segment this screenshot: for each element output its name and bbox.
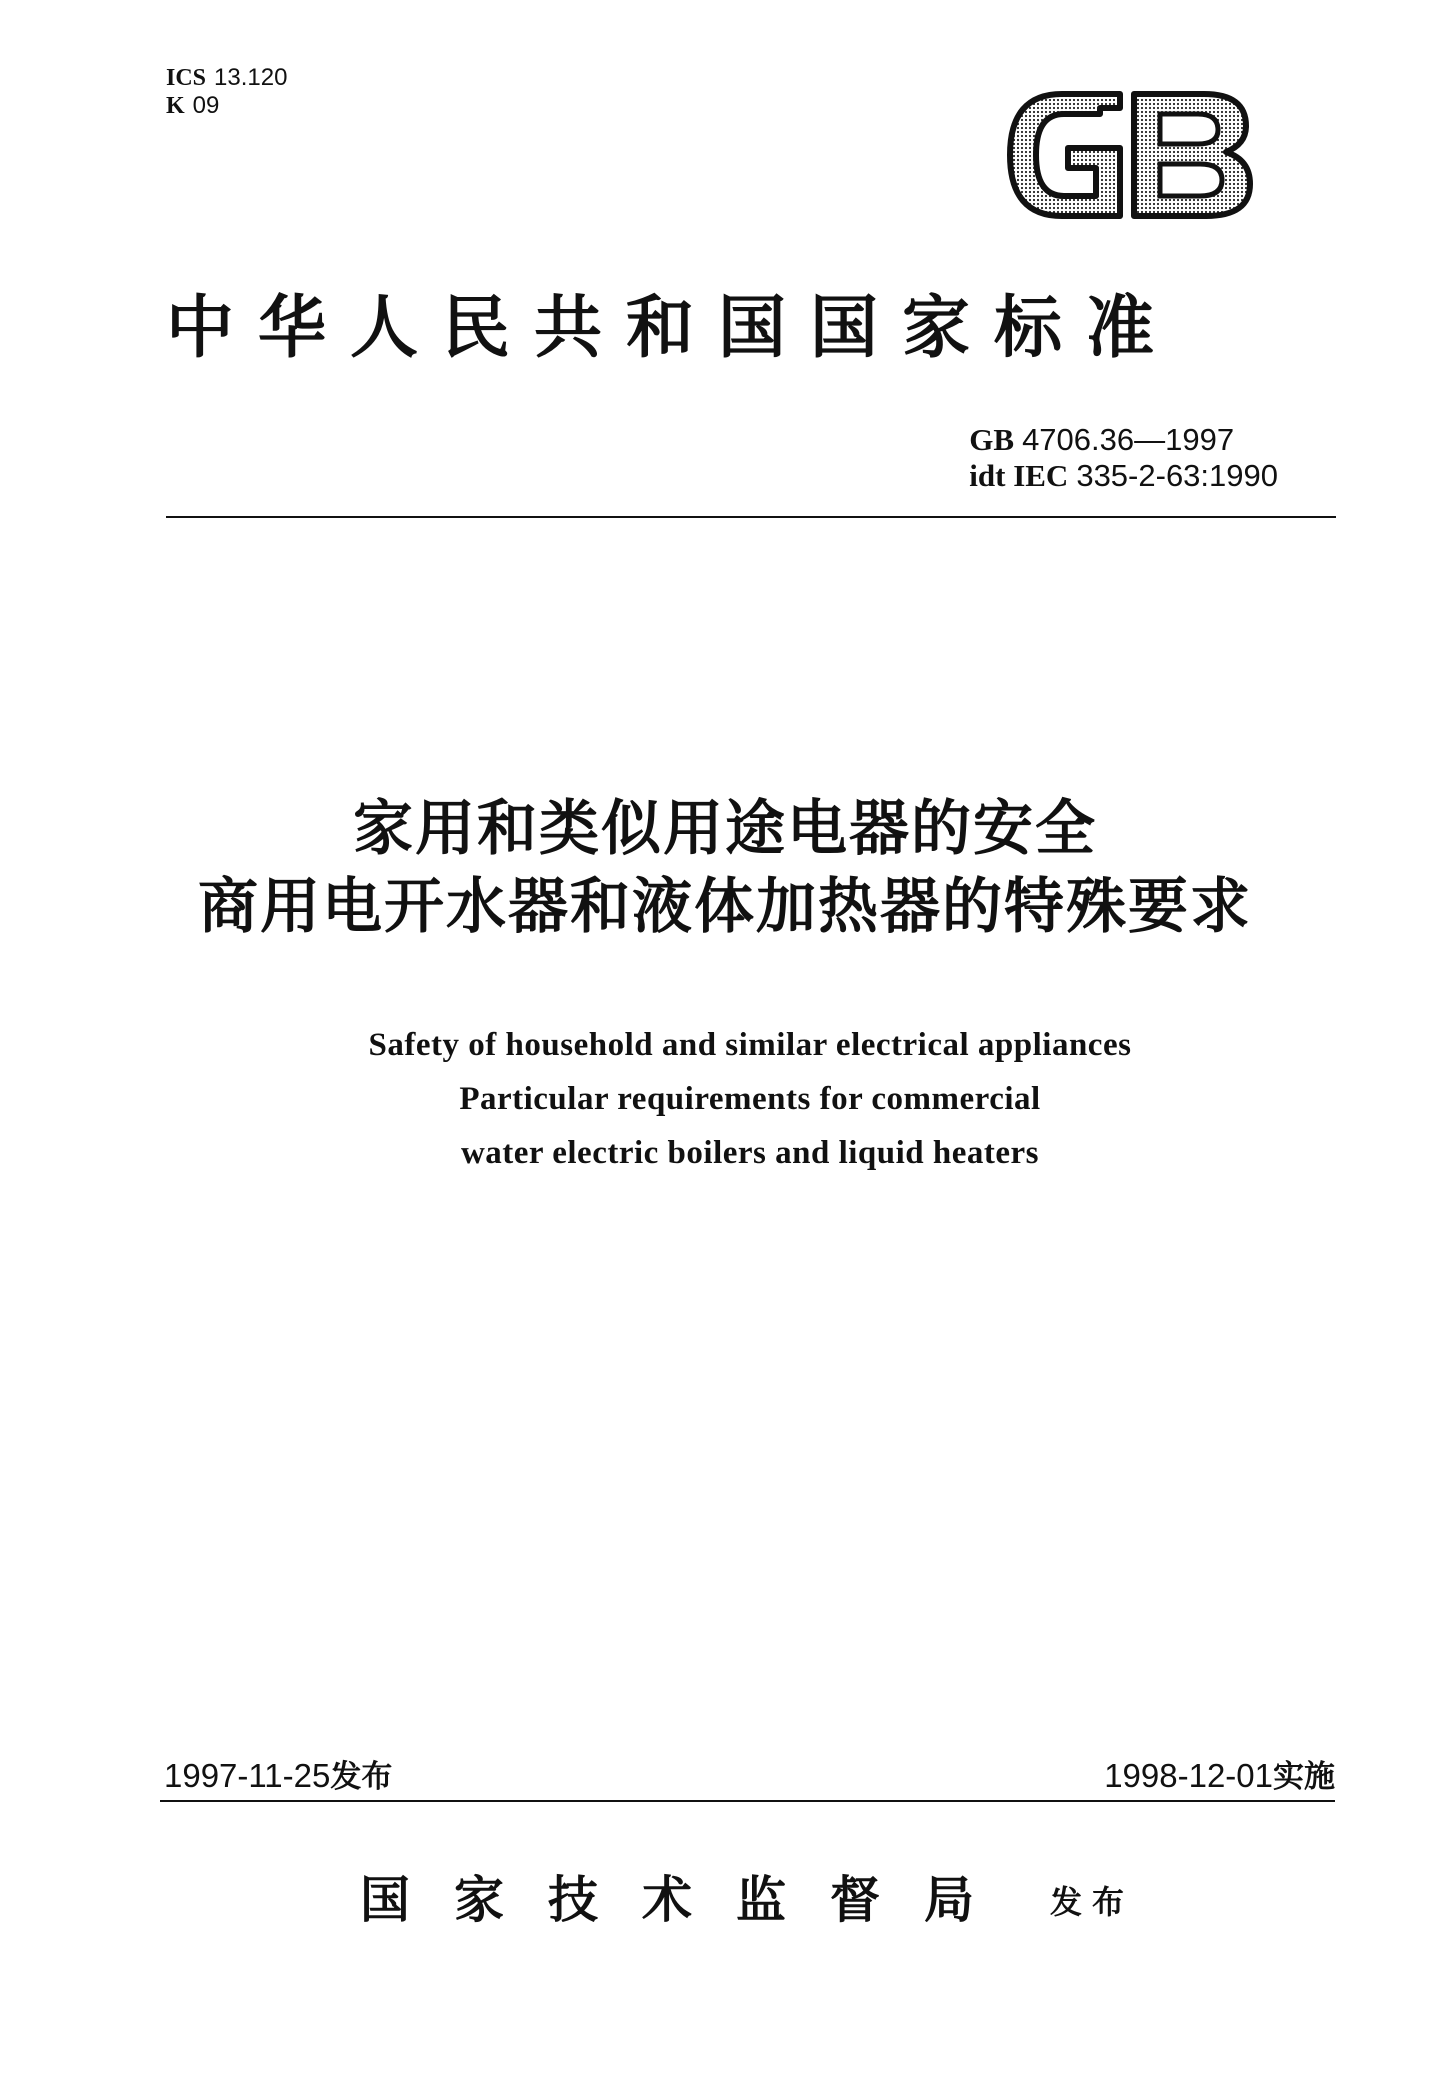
ics-code <box>166 64 287 92</box>
standard-number <box>969 422 1278 458</box>
issue-date <box>164 1756 392 1797</box>
english-title-line-2: Particular requirements for commercial <box>459 1081 1041 1117</box>
ics-value: 13.120 <box>214 64 288 91</box>
gb-logo-b-upper-hole <box>1160 114 1218 144</box>
class-code <box>166 92 287 120</box>
ics-key: ICS <box>166 65 207 91</box>
gb-logo-g-outer <box>1010 94 1120 216</box>
class-value: 09 <box>192 92 220 119</box>
issuing-action: 发布 <box>1050 1883 1135 1921</box>
effective-date-value: 1998-12-01 <box>1104 1757 1273 1794</box>
english-title-line-3: water electric boilers and liquid heaters <box>460 1135 1040 1171</box>
standard-prefix: GB <box>969 422 1015 457</box>
chinese-title-line-1: 家用和类似用途电器的安全 <box>353 794 1097 864</box>
effective-date-label: 实施 <box>1273 1759 1335 1795</box>
english-title-line-1: Safety of household and similar electrical appliances <box>368 1027 1132 1063</box>
chinese-title-line-2: 商用电开水器和液体加热器的特殊要求 <box>198 872 1252 942</box>
classification-codes <box>166 64 287 120</box>
header-divider <box>166 516 1336 518</box>
footer-divider <box>160 1800 1335 1802</box>
chinese-title <box>0 790 1450 946</box>
class-key: K <box>166 93 185 119</box>
issue-date-label: 发布 <box>330 1759 393 1795</box>
standard-number-block <box>969 422 1278 494</box>
issuing-authority: 国家技术监督局 <box>360 1870 1018 1929</box>
identical-code: 335-2-63:1990 <box>1076 458 1278 493</box>
standard-code: 4706.36—1997 <box>1022 422 1235 457</box>
gb-logo <box>1000 86 1256 224</box>
national-standard-heading: 中华人民共和国国家标准 <box>166 288 1179 368</box>
identical-standard <box>969 458 1278 494</box>
gb-logo-b-lower-hole <box>1160 164 1222 196</box>
identical-prefix: idt IEC <box>969 458 1069 493</box>
effective-date <box>1104 1756 1335 1797</box>
english-title <box>0 1018 1450 1180</box>
issue-date-value: 1997-11-25 <box>164 1757 331 1794</box>
